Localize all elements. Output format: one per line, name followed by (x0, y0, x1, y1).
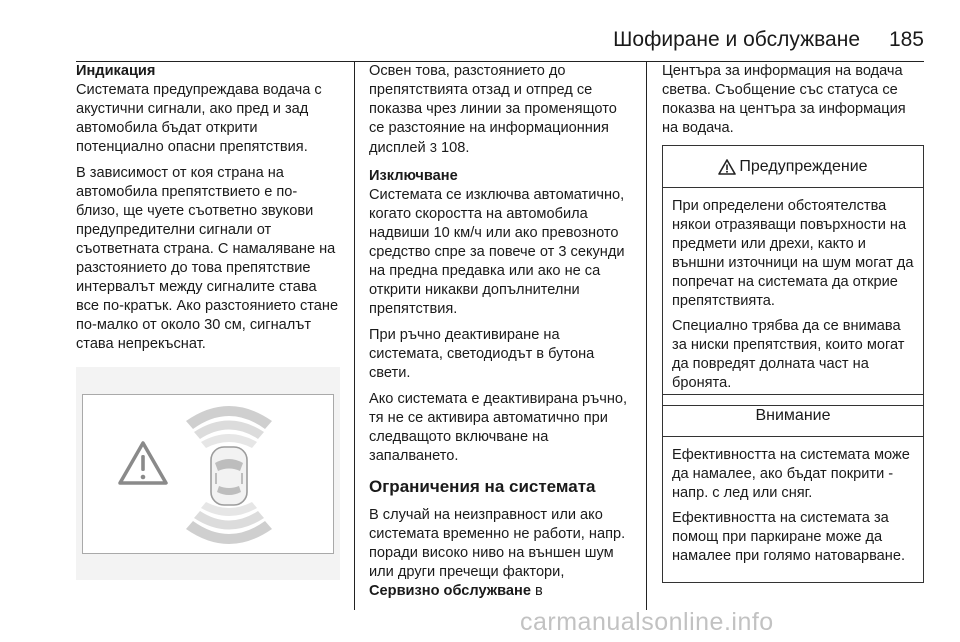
column-3 (662, 62, 924, 145)
column-divider-1 (354, 62, 355, 610)
paragraph (369, 506, 631, 601)
display-graphic (83, 395, 335, 555)
warning-box-header (663, 146, 923, 188)
warning-box-title: Предупреждение (739, 157, 868, 175)
caution-box (662, 394, 924, 583)
paragraph: Центъра за информация на водача светва. Съобщение със статуса се показва на центъра за информация на водача. (662, 63, 906, 136)
service-message-label: Сервизно обслужване (369, 583, 531, 599)
paragraph: Ефективността на системата може да намалее, ако бъдат покрити - напр. с лед или сняг. (672, 447, 910, 501)
paragraph: Ако системата е деактивирана ръчно, тя не се активира автоматично при следващото включване на запалването. (369, 391, 628, 464)
paragraph-text: в (535, 583, 543, 599)
warning-triangle-icon (718, 159, 736, 175)
paragraph: Системата се изключва автоматично, когато скоростта на автомобила надвиши 10 км/ч или ако превозното средство спре за повече от 3 секунди на предна предавка или ако не са открити никакви допълнителни препятствия. (369, 187, 625, 317)
column-divider-2 (646, 62, 647, 610)
car-top-view-icon (211, 447, 247, 505)
page-number: 185 (888, 28, 924, 51)
page-header (76, 28, 924, 58)
display-frame (82, 394, 334, 554)
arrow-reference-icon: 3 (429, 140, 437, 155)
column-1 (76, 62, 340, 361)
section-heading-off: Изключване (369, 168, 458, 184)
page-reference: 108. (441, 140, 470, 156)
paragraph: В зависимост от коя страна на автомобила препятствието е по-близо, ще чуете съответно звукови предупредителни сигнали от съответната страна. С намаляване на разстоянието до това препятствие интервалът между сигналите става все по-кратък. Ако разстоянието стане по-малко от около 30 см, сигналът става непрекъснат. (76, 165, 339, 352)
paragraph (369, 62, 631, 158)
paragraph: Специално трябва да се внимава за ниски препятствия, които могат да повредят долната част на бронята. (672, 318, 905, 391)
parking-sensor-display-illustration (76, 367, 340, 580)
paragraph-text: Освен това, разстоянието до препятствията отзад и отпред се показва чрез линии за променящото се разстояние на информационния дисплей (369, 63, 617, 156)
column-2 (369, 62, 631, 608)
caution-box-body (663, 437, 923, 578)
paragraph-text: В случай на неизправност или ако системата временно не работи, напр. поради високо ниво на външен шум или други пречещи фактори, (369, 507, 626, 580)
warning-box (662, 145, 924, 406)
section-heading-limits: Ограничения на системата (369, 477, 596, 496)
caution-box-title: Внимание (755, 406, 831, 424)
paragraph: При ръчно деактивиране на системата, светодиодът в бутона свети. (369, 327, 595, 381)
section-heading-indication: Индикация (76, 63, 156, 79)
chapter-title: Шофиране и обслужване (613, 28, 860, 51)
paragraph: При определени обстоятелства някои отразяващи повърхности на предмети или дрехи, както и външни източници на шум могат да попречат на системата да открие препятствията. (672, 198, 914, 309)
warning-triangle-icon (120, 443, 166, 483)
paragraph: Ефективността на системата за помощ при паркиране може да намалее при голямо натоварване. (672, 510, 906, 564)
paragraph: Системата предупреждава водача с акустични сигнали, ако пред и зад автомобила бъдат открити потенциално опасни препятствия. (76, 82, 322, 155)
caution-box-header (663, 395, 923, 437)
warning-box-body (663, 188, 923, 405)
watermark: carmanualsonline.info (520, 608, 774, 636)
